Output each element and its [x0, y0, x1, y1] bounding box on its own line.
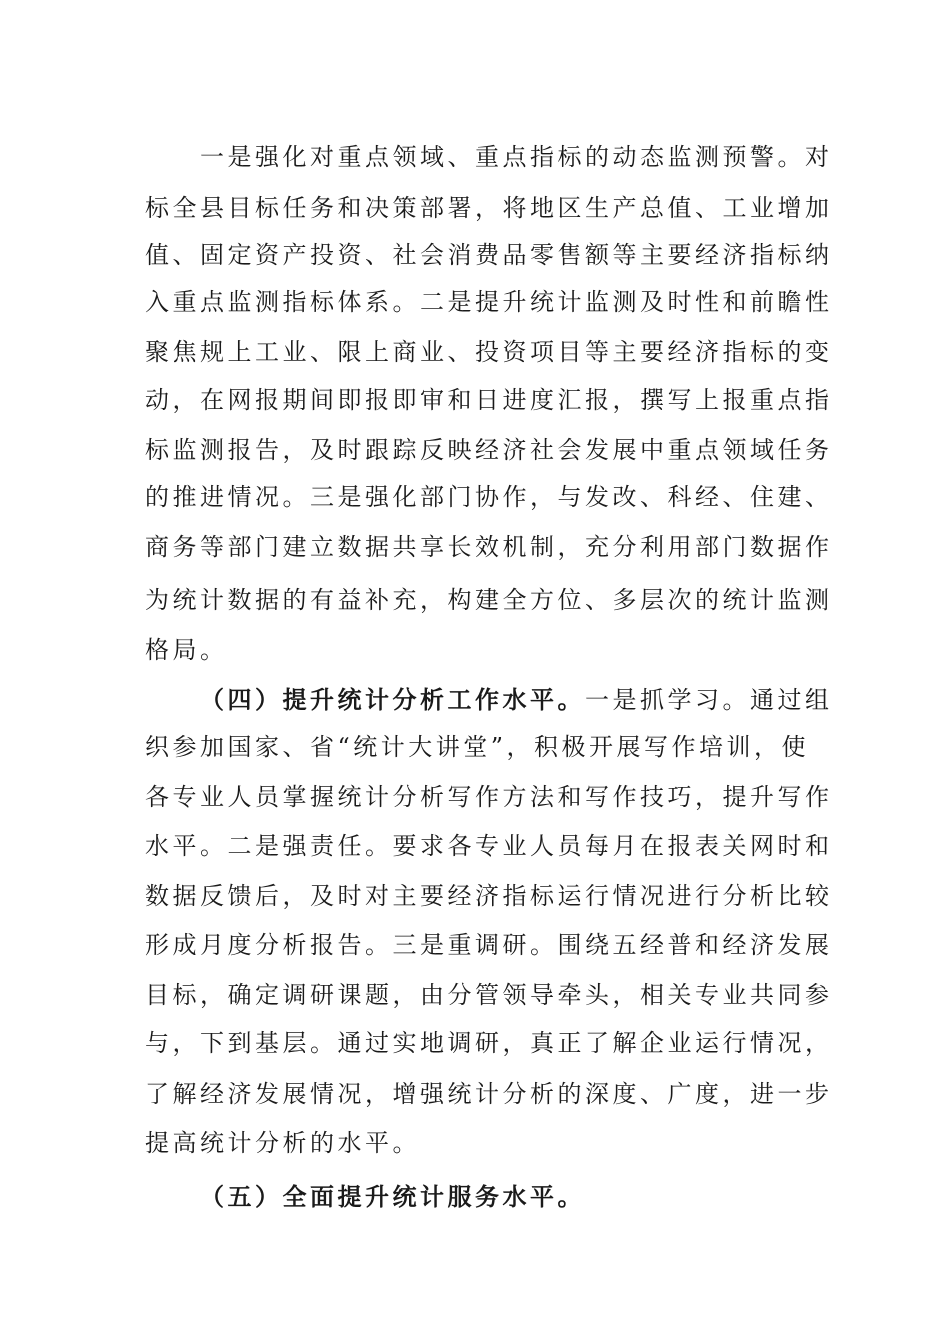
section-4-first-line — [200, 686, 833, 714]
paragraph-line: 形成月度分析报告。三是重调研。围绕五经普和经济发展 — [145, 931, 833, 959]
paragraph-line: 格局。 — [145, 636, 228, 664]
paragraph-line: 水平。二是强责任。要求各专业人员每月在报表关网时和 — [145, 832, 833, 860]
paragraph-line: 与，下到基层。通过实地调研，真正了解企业运行情况， — [145, 1029, 833, 1057]
paragraph-line: 值、固定资产投资、社会消费品零售额等主要经济指标纳 — [145, 241, 833, 269]
paragraph-line: 商务等部门建立数据共享长效机制，充分利用部门数据作 — [145, 533, 833, 561]
paragraph-line: 了解经济发展情况，增强统计分析的深度、广度，进一步 — [145, 1080, 833, 1108]
section-5-heading: （五）全面提升统计服务水平。 — [200, 1182, 585, 1211]
paragraph-line: 聚焦规上工业、限上商业、投资项目等主要经济指标的变 — [145, 338, 833, 366]
paragraph-line: 标监测报告，及时跟踪反映经济社会发展中重点领域任务 — [145, 436, 833, 464]
paragraph-line: 入重点监测指标体系。二是提升统计监测及时性和前瞻性 — [145, 288, 833, 316]
paragraph-line: 织参加国家、省“统计大讲堂”，积极开展写作培训，使 — [145, 733, 810, 761]
paragraph-line: 各专业人员掌握统计分析写作方法和写作技巧，提升写作 — [145, 783, 833, 811]
paragraph-line: 标全县目标任务和决策部署，将地区生产总值、工业增加 — [145, 194, 833, 222]
paragraph-line: 目标，确定调研课题，由分管领导牵头，相关专业共同参 — [145, 981, 833, 1009]
paragraph-line: 一是强化对重点领域、重点指标的动态监测预警。对 — [200, 143, 833, 171]
paragraph-line: 数据反馈后，及时对主要经济指标运行情况进行分析比较 — [145, 882, 833, 910]
paragraph-text: 一是抓学习。通过组 — [585, 686, 833, 714]
paragraph-line: 提高统计分析的水平。 — [145, 1129, 420, 1157]
paragraph-line: 为统计数据的有益补充，构建全方位、多层次的统计监测 — [145, 586, 833, 614]
paragraph-line: 动，在网报期间即报即审和日进度汇报，撰写上报重点指 — [145, 386, 833, 414]
section-4-heading: （四）提升统计分析工作水平。 — [200, 685, 585, 714]
paragraph-line: 的推进情况。三是强化部门协作，与发改、科经、住建、 — [145, 483, 833, 511]
